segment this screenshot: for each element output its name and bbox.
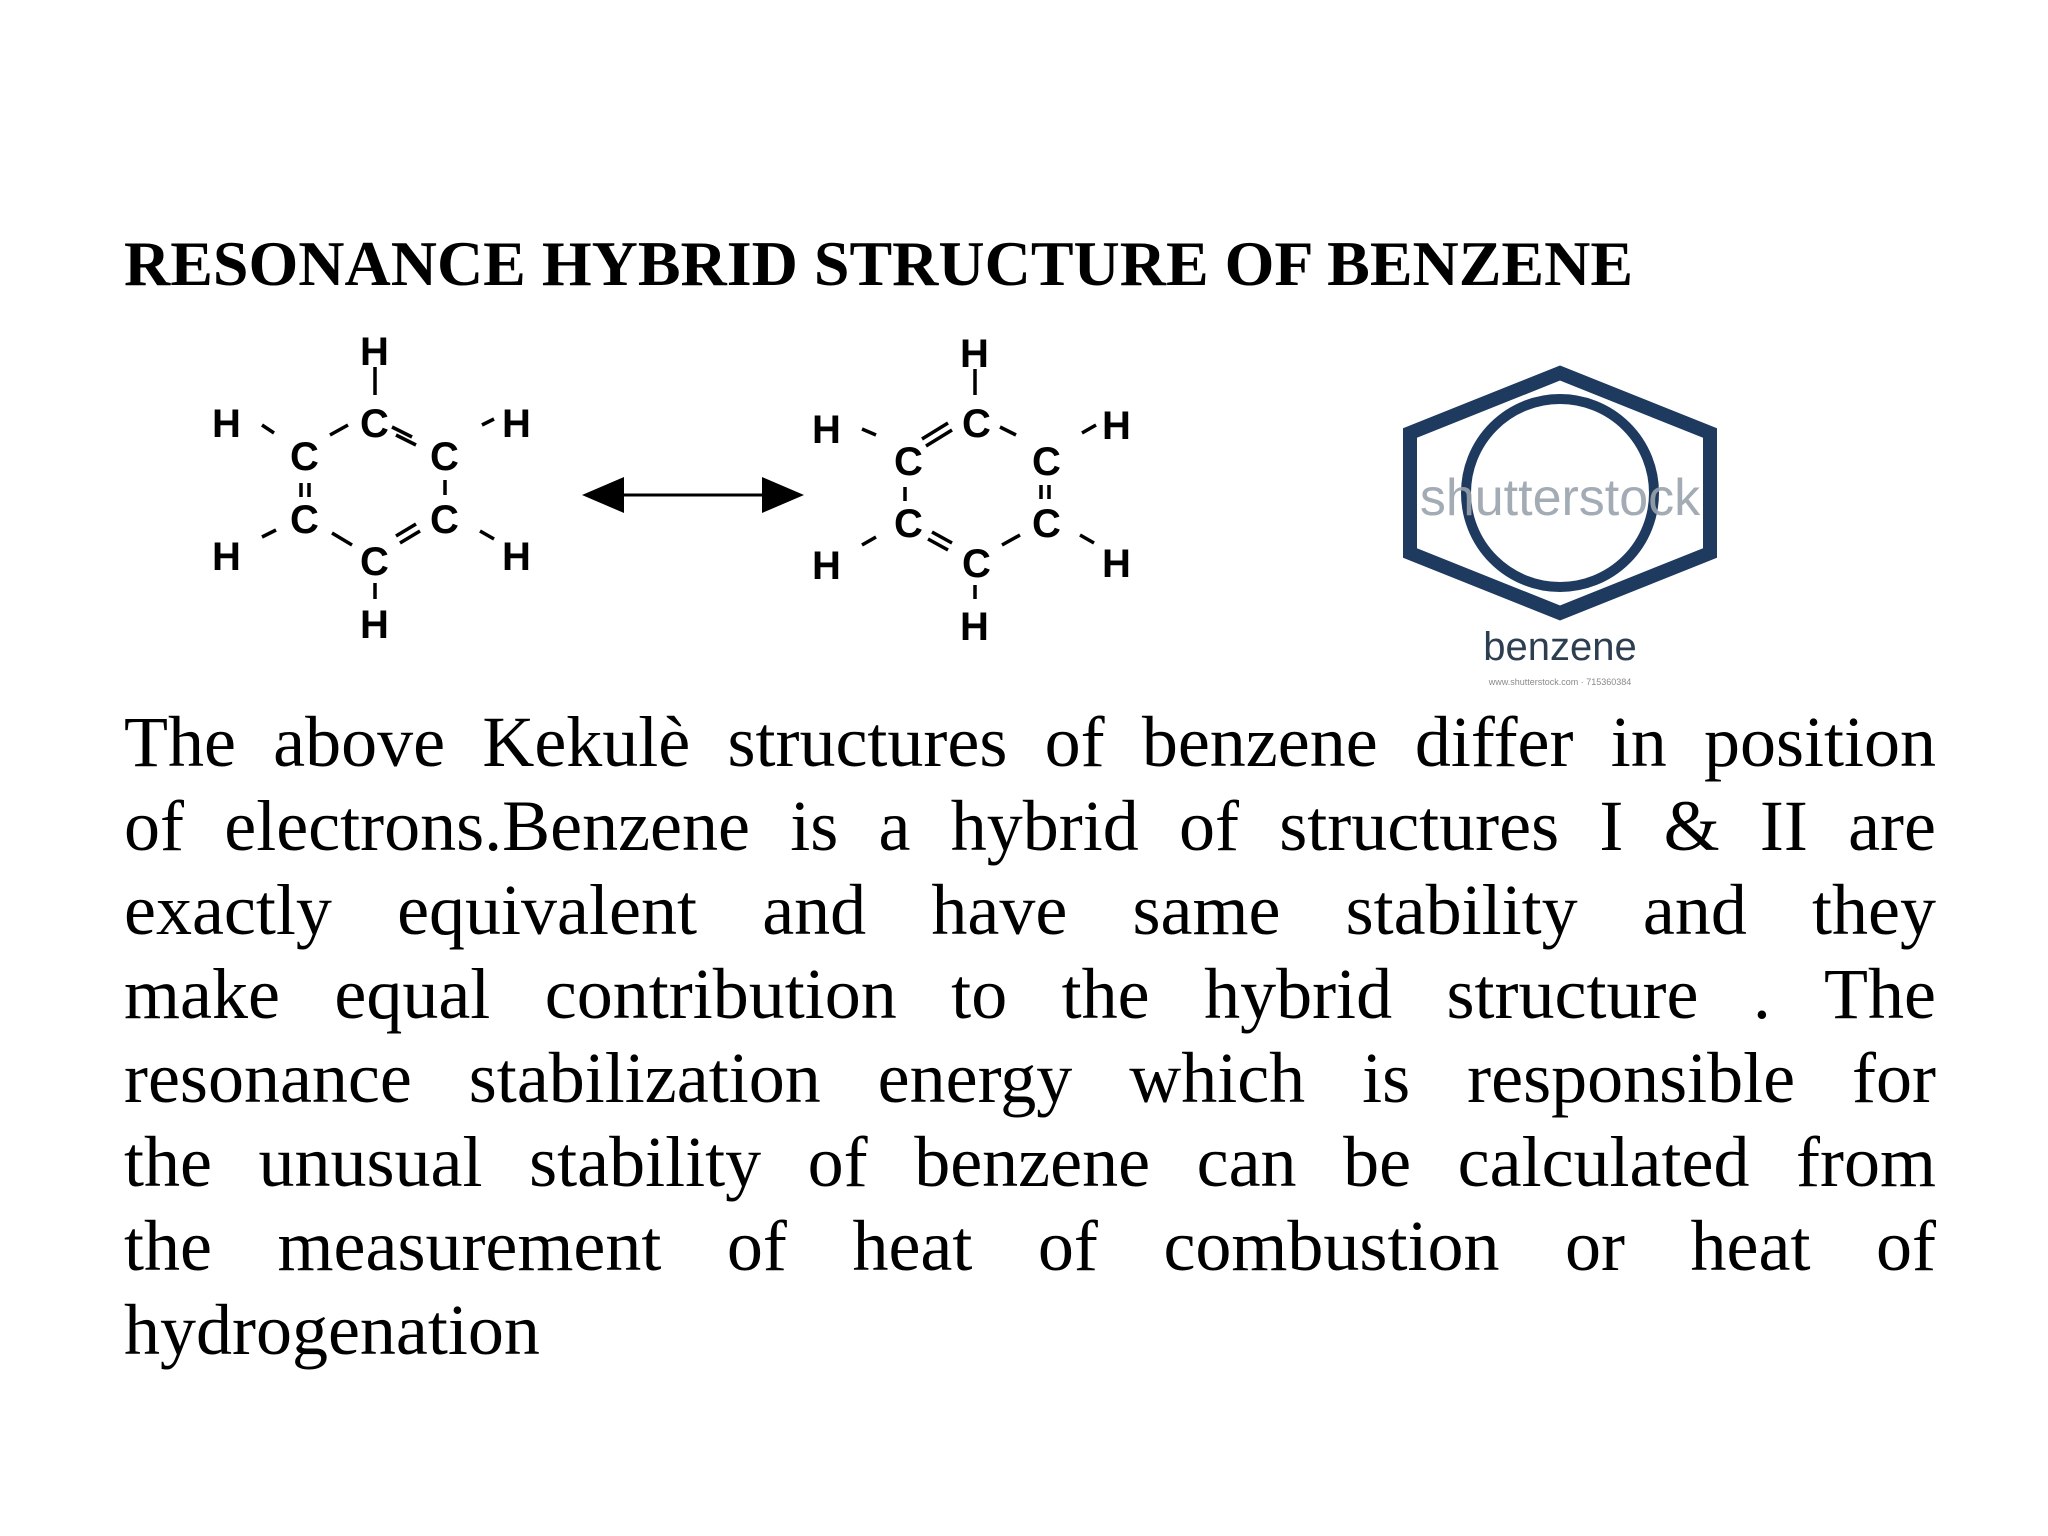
atom-h: H — [360, 603, 389, 647]
atom-c: C — [1032, 440, 1061, 484]
bond — [480, 531, 494, 539]
bond — [1002, 535, 1020, 545]
atom-h: H — [212, 402, 241, 446]
paragraph-line: of electrons.Benzene is a hybrid of structures I & II are — [124, 786, 1936, 866]
atom-h: H — [812, 544, 841, 588]
body-paragraph — [124, 700, 1936, 1372]
atom-c: C — [1032, 502, 1061, 546]
atom-h: H — [960, 605, 989, 649]
benzene-figure — [190, 325, 1740, 695]
benzene-hexagon-image — [1410, 373, 1710, 687]
atom-c: C — [430, 498, 459, 542]
atom-c: C — [894, 502, 923, 546]
bond — [396, 435, 416, 445]
bond — [392, 427, 412, 437]
bond — [862, 429, 876, 435]
atom-h: H — [502, 402, 531, 446]
bond — [332, 533, 352, 545]
atom-h: H — [1102, 542, 1131, 586]
paragraph-line: make equal contribution to the hybrid structure . The — [124, 954, 1936, 1034]
kekule-structure-2 — [812, 332, 1131, 649]
bond — [1000, 427, 1016, 435]
atom-h: H — [1102, 404, 1131, 448]
atom-h: H — [812, 408, 841, 452]
bond — [1082, 425, 1096, 433]
hexagon-caption: benzene — [1483, 625, 1637, 669]
atom-h: H — [212, 535, 241, 579]
atom-c: C — [290, 435, 319, 479]
resonance-diagram — [190, 325, 1740, 695]
paragraph-line: the unusual stability of benzene can be calculated from — [124, 1122, 1936, 1202]
atom-c: C — [360, 402, 389, 446]
atom-h: H — [960, 332, 989, 376]
bond — [262, 425, 274, 433]
paragraph-line: the measurement of heat of combustion or heat of — [124, 1206, 1936, 1286]
atom-c: C — [962, 402, 991, 446]
paragraph-line: exactly equivalent and have same stability and they — [124, 870, 1936, 950]
paragraph-line: hydrogenation — [124, 1290, 540, 1370]
atom-c: C — [290, 498, 319, 542]
atom-c: C — [360, 540, 389, 584]
atom-h: H — [360, 330, 389, 374]
bond — [862, 537, 876, 545]
watermark-text: shutterstock — [1419, 469, 1701, 527]
slide-title: RESONANCE HYBRID STRUCTURE OF BENZENE — [124, 228, 1633, 299]
paragraph-line: The above Kekulè structures of benzene differ in position — [124, 702, 1936, 782]
bond — [482, 419, 494, 425]
kekule-structure-1 — [212, 330, 531, 647]
atom-c: C — [430, 435, 459, 479]
atom-c: C — [962, 542, 991, 586]
bond — [262, 530, 276, 537]
watermark-small: www.shutterstock.com · 715360384 — [1488, 677, 1632, 687]
paragraph-line: resonance stabilization energy which is responsible for — [124, 1038, 1936, 1118]
bond — [1080, 535, 1094, 543]
atom-h: H — [502, 535, 531, 579]
atom-c: C — [894, 440, 923, 484]
bond — [330, 425, 348, 435]
